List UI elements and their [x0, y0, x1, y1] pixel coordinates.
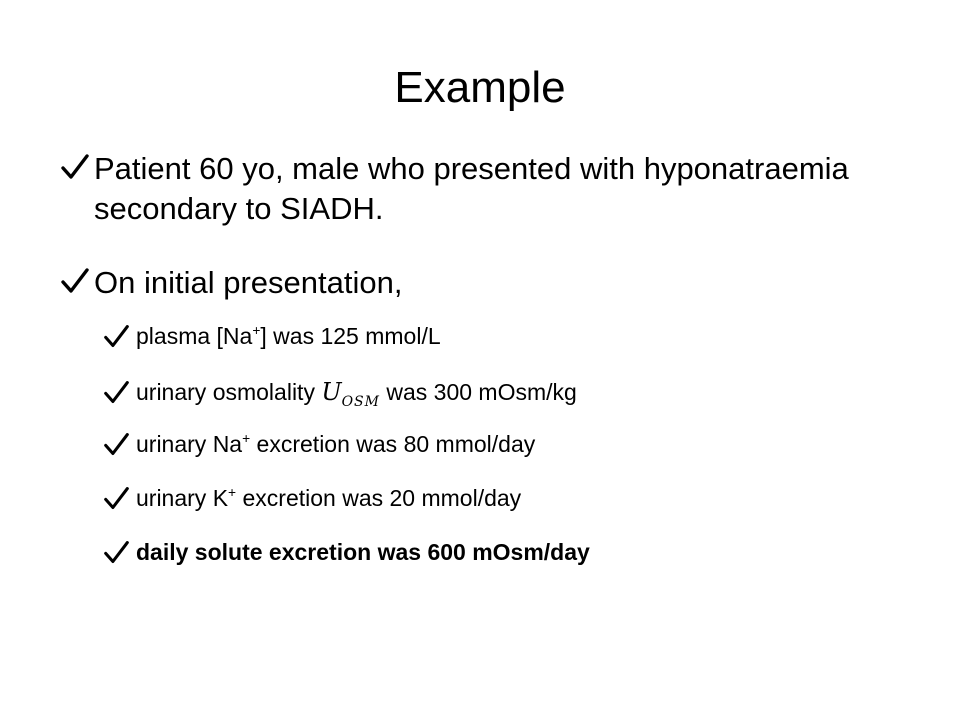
bullet-text: On initial presentation, — [94, 265, 403, 300]
superscript: + — [228, 485, 237, 501]
text-segment: was 300 mOsm/kg — [379, 379, 577, 405]
checkmark-icon — [60, 152, 90, 182]
text-segment: urinary K — [136, 485, 229, 511]
checkmark-icon — [103, 539, 130, 566]
bullet-text: Patient 60 yo, male who presented with hyponatraemia secondary to SIADH. — [94, 151, 849, 226]
text-segment: urinary osmolality — [136, 379, 322, 405]
superscript: + — [252, 323, 261, 339]
superscript: + — [242, 431, 251, 447]
text-segment: plasma [Na — [136, 323, 253, 349]
subbullet-text — [136, 376, 577, 412]
subbullet-text: daily solute excretion was 600 mOsm/day — [136, 539, 590, 565]
text-segment: urinary Na — [136, 431, 243, 457]
slide-title: Example — [394, 63, 566, 112]
checkmark-icon — [103, 485, 130, 512]
math-symbol: U — [321, 378, 342, 406]
text-segment: excretion was 80 mmol/day — [250, 431, 536, 457]
checkmark-icon — [103, 431, 130, 458]
checkmark-icon — [103, 379, 130, 406]
text-segment: excretion was 20 mmol/day — [236, 485, 522, 511]
checkmark-icon — [60, 266, 90, 296]
text-segment: ] was 125 mmol/L — [260, 323, 441, 349]
subbullet-text — [136, 320, 441, 352]
math-subscript: OSM — [341, 394, 380, 410]
checkmark-icon — [103, 323, 130, 350]
subbullet-text — [136, 482, 521, 514]
subbullet-text — [136, 428, 535, 460]
